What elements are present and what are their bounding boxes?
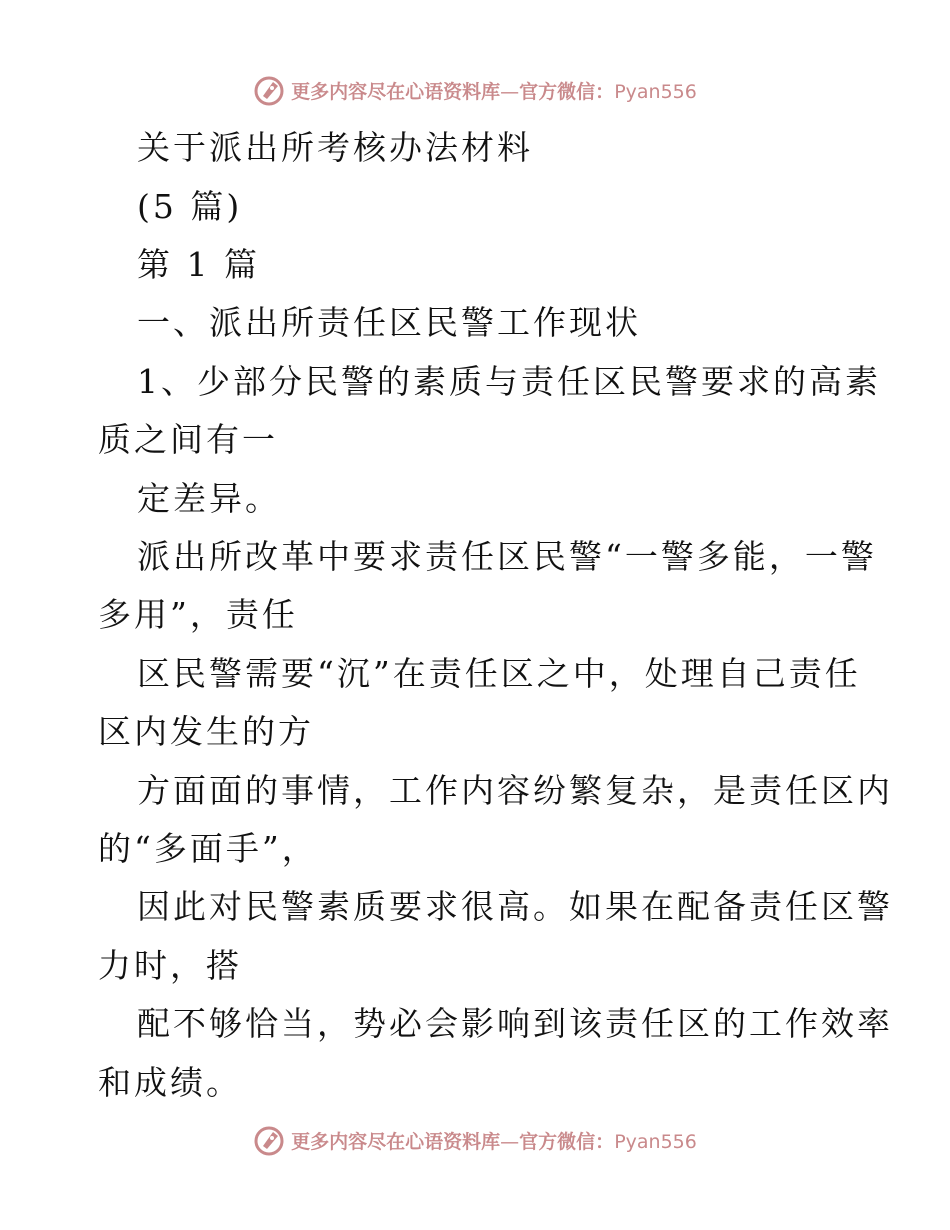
paragraph-line: 力时，搭 [98, 946, 242, 985]
pen-nib-logo-icon [253, 1124, 285, 1156]
paragraph-line: 多用”，责任 [98, 595, 298, 634]
watermark-footer [0, 1120, 950, 1160]
section-heading: 第 1 篇 [137, 245, 260, 284]
document-title: 关于派出所考核办法材料 [137, 128, 533, 167]
paragraph-line: 方面面的事情，工作内容纷繁复杂，是责任区内 [137, 771, 893, 810]
document-subtitle: (5 篇) [137, 187, 243, 226]
paragraph-line: 配不够恰当，势必会影响到该责任区的工作效率 [137, 1004, 893, 1043]
paragraph-line: 1、少部分民警的素质与责任区民警要求的高素 [137, 362, 881, 401]
pen-nib-logo-icon [253, 74, 285, 106]
watermark-header [0, 70, 950, 110]
paragraph-line: 定差异。 [137, 479, 281, 518]
paragraph-line: 的“多面手”， [98, 829, 318, 868]
paragraph-line: 质之间有一 [98, 420, 278, 459]
watermark-text: 更多内容尽在心语资料库—官方微信：Pyan556 [291, 1130, 697, 1153]
paragraph-line: 区内发生的方 [98, 712, 314, 751]
sub-heading: 一、派出所责任区民警工作现状 [137, 303, 641, 342]
watermark-text: 更多内容尽在心语资料库—官方微信：Pyan556 [291, 80, 697, 103]
paragraph-line: 因此对民警素质要求很高。如果在配备责任区警 [137, 887, 893, 926]
paragraph-line: 和成绩。 [98, 1063, 242, 1102]
paragraph-line: 派出所改革中要求责任区民警“一警多能，一警 [137, 537, 877, 576]
paragraph-line: 区民警需要“沉”在责任区之中，处理自己责任 [137, 654, 861, 693]
